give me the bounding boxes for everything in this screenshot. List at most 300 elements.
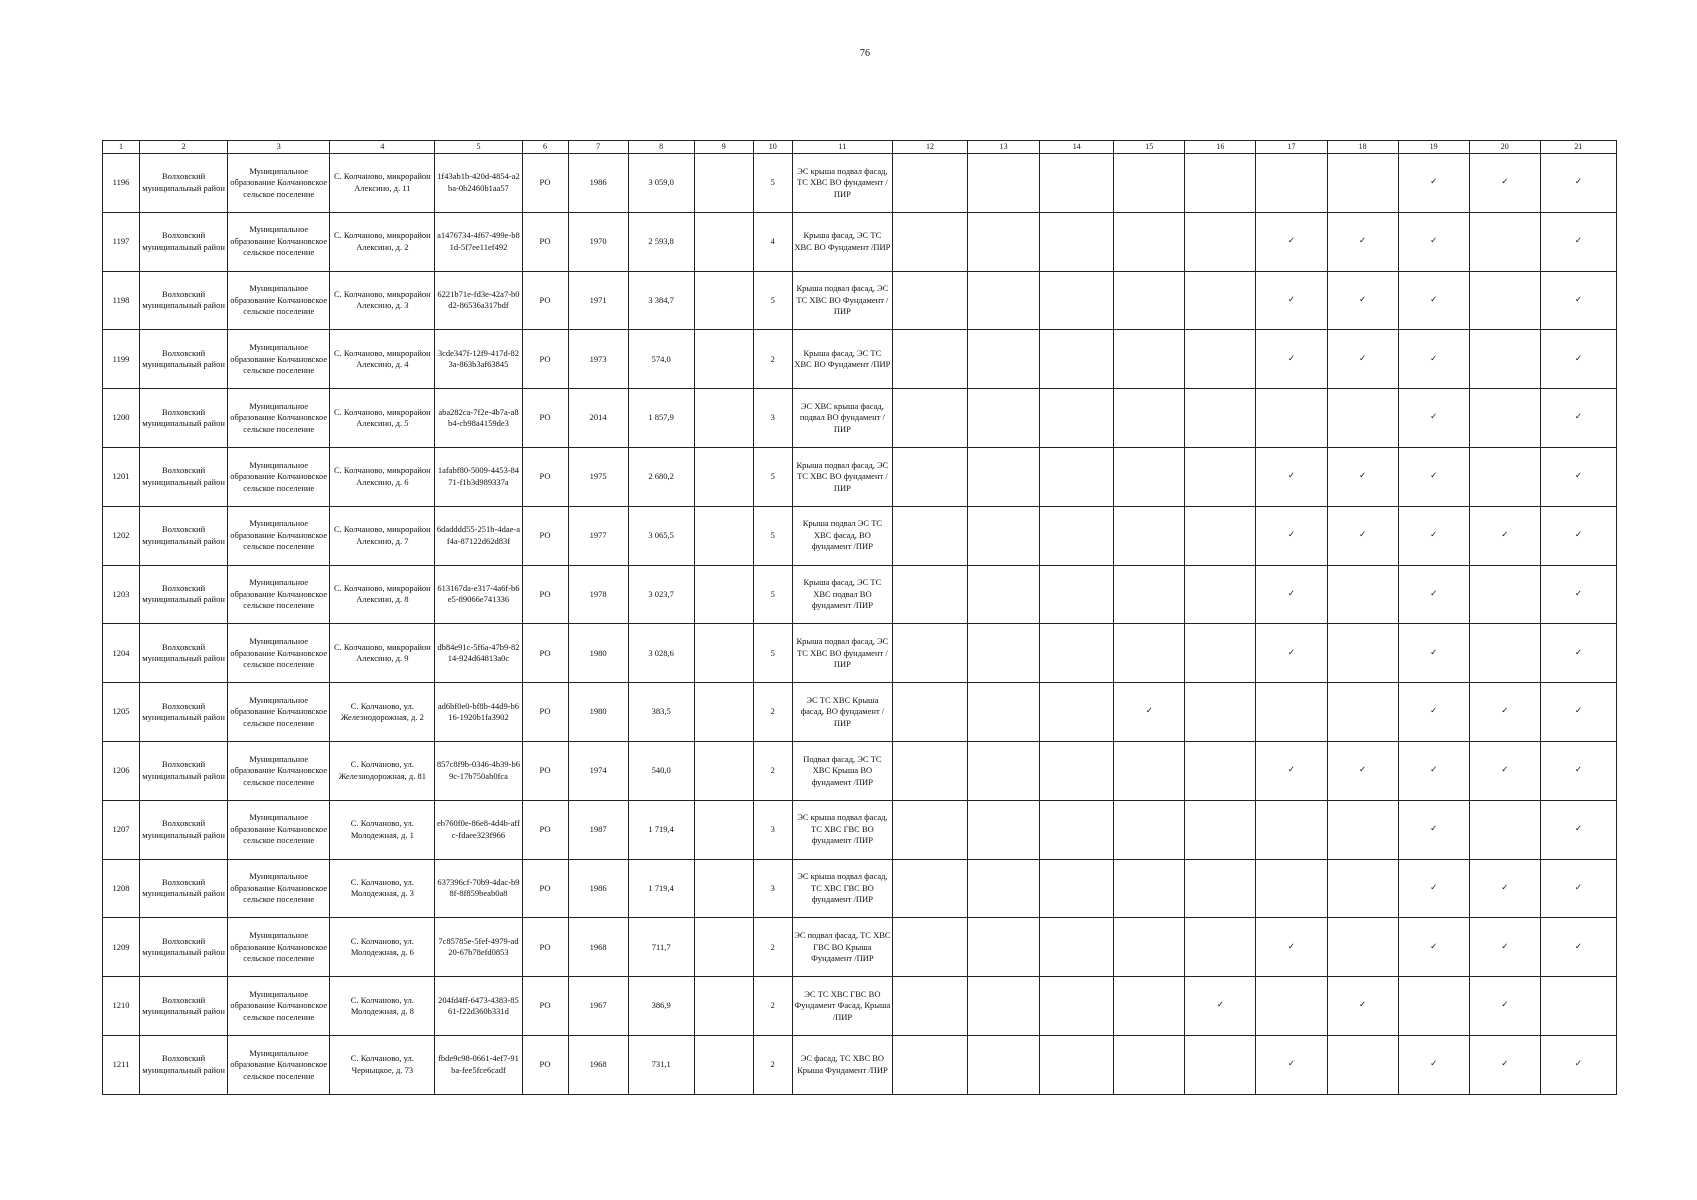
building-id-cell: 3cde347f-12f9-417d-823a-863b3af63845: [435, 330, 522, 389]
address-cell: С. Колчаново, микрорайон Алексино, д. 3: [330, 271, 435, 330]
table-row: [103, 212, 1617, 271]
year-cell: 1970: [568, 212, 628, 271]
work-column-15-cell: [1114, 565, 1185, 624]
check-mark-icon: ✓: [1256, 506, 1327, 565]
row-number-cell: 1210: [103, 977, 140, 1036]
work-column-15-cell: [1114, 800, 1185, 859]
district-cell: Волховский муниципальный район: [140, 212, 228, 271]
work-column-12-cell: [892, 565, 967, 624]
work-column-16-cell: [1185, 447, 1256, 506]
column-number-18: 18: [1327, 141, 1398, 154]
check-mark-icon: ✓: [1469, 683, 1540, 742]
column-number-16: 16: [1185, 141, 1256, 154]
building-id-cell: fbde9c98-0661-4ef7-91ba-fee5fce6cadf: [435, 1035, 522, 1094]
year-cell: 1986: [568, 154, 628, 213]
work-column-21-cell: [1540, 977, 1616, 1036]
column-number-14: 14: [1040, 141, 1114, 154]
floors-cell: 3: [753, 859, 792, 918]
year-cell: 1971: [568, 271, 628, 330]
check-mark-icon: ✓: [1540, 741, 1616, 800]
table-row: [103, 800, 1617, 859]
column-number-4: 4: [330, 141, 435, 154]
column-9-cell: [694, 565, 753, 624]
works-cell: Крыша фасад, ЭС ТС ХВС ВО Фундамент /ПИР: [792, 330, 892, 389]
municipality-cell: Муниципальное образование Колчановское сельское поселение: [228, 918, 330, 977]
address-cell: С. Колчаново, микрорайон Алексино, д. 11: [330, 154, 435, 213]
header-row: [103, 141, 1617, 154]
table-row: [103, 154, 1617, 213]
works-cell: ЭС крыша подвал фасад, ТС ХВС ВО фундамент /ПИР: [792, 154, 892, 213]
check-mark-icon: ✓: [1256, 741, 1327, 800]
work-column-16-cell: [1185, 506, 1256, 565]
work-column-20-cell: [1469, 271, 1540, 330]
work-column-14-cell: [1040, 918, 1114, 977]
check-mark-icon: ✓: [1540, 271, 1616, 330]
ownership-cell: РО: [522, 565, 568, 624]
floors-cell: 5: [753, 624, 792, 683]
district-cell: Волховский муниципальный район: [140, 1035, 228, 1094]
row-number-cell: 1201: [103, 447, 140, 506]
column-9-cell: [694, 741, 753, 800]
work-column-14-cell: [1040, 506, 1114, 565]
check-mark-icon: ✓: [1540, 859, 1616, 918]
year-cell: 1987: [568, 800, 628, 859]
floors-cell: 5: [753, 447, 792, 506]
work-column-12-cell: [892, 859, 967, 918]
work-column-16-cell: [1185, 565, 1256, 624]
work-column-14-cell: [1040, 212, 1114, 271]
works-cell: ЭС подвал фасад, ТС ХВС ГВС ВО Крыша Фундамент /ПИР: [792, 918, 892, 977]
row-number-cell: 1211: [103, 1035, 140, 1094]
municipality-cell: Муниципальное образование Колчановское сельское поселение: [228, 977, 330, 1036]
check-mark-icon: ✓: [1327, 977, 1398, 1036]
column-number-20: 20: [1469, 141, 1540, 154]
district-cell: Волховский муниципальный район: [140, 330, 228, 389]
column-9-cell: [694, 212, 753, 271]
row-number-cell: 1204: [103, 624, 140, 683]
ownership-cell: РО: [522, 1035, 568, 1094]
table-row: [103, 565, 1617, 624]
work-column-14-cell: [1040, 1035, 1114, 1094]
building-id-cell: 1f43ab1b-420d-4854-a2ba-0b2460b1aa57: [435, 154, 522, 213]
work-column-14-cell: [1040, 624, 1114, 683]
column-9-cell: [694, 918, 753, 977]
row-number-cell: 1209: [103, 918, 140, 977]
year-cell: 1978: [568, 565, 628, 624]
work-column-16-cell: [1185, 271, 1256, 330]
work-column-13-cell: [968, 800, 1040, 859]
table-row: [103, 624, 1617, 683]
works-cell: Крыша подвал фасад, ЭС ТС ХВС ВО фундамент /ПИР: [792, 624, 892, 683]
district-cell: Волховский муниципальный район: [140, 741, 228, 800]
district-cell: Волховский муниципальный район: [140, 271, 228, 330]
check-mark-icon: ✓: [1185, 977, 1256, 1036]
work-column-13-cell: [968, 565, 1040, 624]
work-column-13-cell: [968, 859, 1040, 918]
column-number-15: 15: [1114, 141, 1185, 154]
floors-cell: 2: [753, 330, 792, 389]
district-cell: Волховский муниципальный район: [140, 624, 228, 683]
check-mark-icon: ✓: [1540, 212, 1616, 271]
check-mark-icon: ✓: [1398, 506, 1469, 565]
check-mark-icon: ✓: [1540, 330, 1616, 389]
work-column-12-cell: [892, 977, 967, 1036]
row-number-cell: 1198: [103, 271, 140, 330]
check-mark-icon: ✓: [1398, 1035, 1469, 1094]
municipality-cell: Муниципальное образование Колчановское сельское поселение: [228, 565, 330, 624]
column-number-2: 2: [140, 141, 228, 154]
work-column-12-cell: [892, 683, 967, 742]
work-column-16-cell: [1185, 918, 1256, 977]
check-mark-icon: ✓: [1327, 741, 1398, 800]
building-id-cell: 7c85785e-5fef-4979-ad20-67b78efd0853: [435, 918, 522, 977]
column-number-8: 8: [628, 141, 694, 154]
work-column-14-cell: [1040, 565, 1114, 624]
area-cell: 3 023,7: [628, 565, 694, 624]
check-mark-icon: ✓: [1469, 918, 1540, 977]
municipality-cell: Муниципальное образование Колчановское сельское поселение: [228, 447, 330, 506]
ownership-cell: РО: [522, 154, 568, 213]
works-cell: Подвал фасад, ЭС ТС ХВС Крыша ВО фундамент /ПИР: [792, 741, 892, 800]
year-cell: 1973: [568, 330, 628, 389]
work-column-13-cell: [968, 624, 1040, 683]
check-mark-icon: ✓: [1540, 506, 1616, 565]
area-cell: 1 719,4: [628, 800, 694, 859]
work-column-16-cell: [1185, 683, 1256, 742]
work-column-12-cell: [892, 918, 967, 977]
building-id-cell: 204fd4ff-6473-4383-8561-f22d360b331d: [435, 977, 522, 1036]
work-column-13-cell: [968, 447, 1040, 506]
work-column-14-cell: [1040, 800, 1114, 859]
column-number-19: 19: [1398, 141, 1469, 154]
column-9-cell: [694, 330, 753, 389]
row-number-cell: 1205: [103, 683, 140, 742]
district-cell: Волховский муниципальный район: [140, 447, 228, 506]
address-cell: С. Колчаново, ул. Железнодорожная, д. 81: [330, 741, 435, 800]
year-cell: 1967: [568, 977, 628, 1036]
building-id-cell: 637396cf-70b9-4dac-b98f-8f859beab0a8: [435, 859, 522, 918]
floors-cell: 2: [753, 1035, 792, 1094]
check-mark-icon: ✓: [1398, 741, 1469, 800]
work-column-17-cell: [1256, 800, 1327, 859]
building-id-cell: aba282ca-7f2e-4b7a-a8b4-cb98a4159de3: [435, 389, 522, 448]
area-cell: 3 384,7: [628, 271, 694, 330]
ownership-cell: РО: [522, 447, 568, 506]
area-cell: 1 719,4: [628, 859, 694, 918]
area-cell: 2 680,2: [628, 447, 694, 506]
ownership-cell: РО: [522, 859, 568, 918]
floors-cell: 2: [753, 741, 792, 800]
table-row: [103, 506, 1617, 565]
work-column-14-cell: [1040, 447, 1114, 506]
year-cell: 1986: [568, 859, 628, 918]
check-mark-icon: ✓: [1114, 683, 1185, 742]
work-column-14-cell: [1040, 741, 1114, 800]
work-column-16-cell: [1185, 389, 1256, 448]
work-column-16-cell: [1185, 1035, 1256, 1094]
municipality-cell: Муниципальное образование Колчановское сельское поселение: [228, 389, 330, 448]
column-number-17: 17: [1256, 141, 1327, 154]
work-column-15-cell: [1114, 977, 1185, 1036]
row-number-cell: 1197: [103, 212, 140, 271]
work-column-12-cell: [892, 447, 967, 506]
row-number-cell: 1200: [103, 389, 140, 448]
work-column-12-cell: [892, 1035, 967, 1094]
floors-cell: 4: [753, 212, 792, 271]
year-cell: 1975: [568, 447, 628, 506]
floors-cell: 5: [753, 506, 792, 565]
municipality-cell: Муниципальное образование Колчановское сельское поселение: [228, 506, 330, 565]
work-column-15-cell: [1114, 389, 1185, 448]
check-mark-icon: ✓: [1540, 447, 1616, 506]
work-column-18-cell: [1327, 624, 1398, 683]
district-cell: Волховский муниципальный район: [140, 506, 228, 565]
municipality-cell: Муниципальное образование Колчановское сельское поселение: [228, 800, 330, 859]
district-cell: Волховский муниципальный район: [140, 565, 228, 624]
column-number-11: 11: [792, 141, 892, 154]
work-column-17-cell: [1256, 977, 1327, 1036]
building-id-cell: db84e91c-5f6a-47b9-8214-924d64813a0c: [435, 624, 522, 683]
year-cell: 1980: [568, 683, 628, 742]
column-9-cell: [694, 977, 753, 1036]
work-column-16-cell: [1185, 741, 1256, 800]
table-row: [103, 918, 1617, 977]
check-mark-icon: ✓: [1398, 330, 1469, 389]
check-mark-icon: ✓: [1398, 859, 1469, 918]
table-row: [103, 330, 1617, 389]
work-column-12-cell: [892, 212, 967, 271]
check-mark-icon: ✓: [1540, 800, 1616, 859]
district-cell: Волховский муниципальный район: [140, 859, 228, 918]
area-cell: 574,0: [628, 330, 694, 389]
work-column-13-cell: [968, 1035, 1040, 1094]
district-cell: Волховский муниципальный район: [140, 977, 228, 1036]
municipality-cell: Муниципальное образование Колчановское сельское поселение: [228, 683, 330, 742]
check-mark-icon: ✓: [1540, 683, 1616, 742]
check-mark-icon: ✓: [1469, 859, 1540, 918]
municipality-cell: Муниципальное образование Колчановское сельское поселение: [228, 271, 330, 330]
row-number-cell: 1206: [103, 741, 140, 800]
work-column-15-cell: [1114, 330, 1185, 389]
district-cell: Волховский муниципальный район: [140, 683, 228, 742]
column-number-7: 7: [568, 141, 628, 154]
column-number-21: 21: [1540, 141, 1616, 154]
check-mark-icon: ✓: [1540, 624, 1616, 683]
work-column-12-cell: [892, 271, 967, 330]
works-cell: Крыша подвал фасад, ЭС ТС ХВС ВО фундамент /ПИР: [792, 447, 892, 506]
works-cell: ЭС фасад, ТС ХВС ВО Крыша Фундамент /ПИР: [792, 1035, 892, 1094]
floors-cell: 2: [753, 918, 792, 977]
check-mark-icon: ✓: [1398, 683, 1469, 742]
row-number-cell: 1196: [103, 154, 140, 213]
address-cell: С. Колчаново, ул. Молодежная, д. 3: [330, 859, 435, 918]
work-column-15-cell: [1114, 1035, 1185, 1094]
work-column-13-cell: [968, 330, 1040, 389]
check-mark-icon: ✓: [1398, 271, 1469, 330]
ownership-cell: РО: [522, 624, 568, 683]
address-cell: С. Колчаново, микрорайон Алексино, д. 6: [330, 447, 435, 506]
work-column-20-cell: [1469, 389, 1540, 448]
address-cell: С. Колчаново, ул. Черныцкое, д. 73: [330, 1035, 435, 1094]
address-cell: С. Колчаново, микрорайон Алексино, д. 9: [330, 624, 435, 683]
year-cell: 1977: [568, 506, 628, 565]
works-cell: Крыша подвал фасад, ЭС ТС ХВС ВО Фундамент /ПИР: [792, 271, 892, 330]
check-mark-icon: ✓: [1398, 565, 1469, 624]
work-column-15-cell: [1114, 271, 1185, 330]
municipality-cell: Муниципальное образование Колчановское сельское поселение: [228, 859, 330, 918]
table-row: [103, 1035, 1617, 1094]
check-mark-icon: ✓: [1469, 1035, 1540, 1094]
floors-cell: 5: [753, 154, 792, 213]
ownership-cell: РО: [522, 918, 568, 977]
floors-cell: 5: [753, 565, 792, 624]
work-column-13-cell: [968, 977, 1040, 1036]
table-row: [103, 271, 1617, 330]
check-mark-icon: ✓: [1256, 1035, 1327, 1094]
table-row: [103, 741, 1617, 800]
check-mark-icon: ✓: [1327, 506, 1398, 565]
column-number-header: [103, 141, 1617, 154]
check-mark-icon: ✓: [1540, 389, 1616, 448]
ownership-cell: РО: [522, 389, 568, 448]
district-cell: Волховский муниципальный район: [140, 918, 228, 977]
check-mark-icon: ✓: [1256, 271, 1327, 330]
check-mark-icon: ✓: [1398, 624, 1469, 683]
address-cell: С. Колчаново, микрорайон Алексино, д. 8: [330, 565, 435, 624]
works-cell: ЭС ТС ХВС Крыша фасад, ВО фундамент /ПИР: [792, 683, 892, 742]
work-column-14-cell: [1040, 271, 1114, 330]
check-mark-icon: ✓: [1256, 624, 1327, 683]
table-row: [103, 977, 1617, 1036]
address-cell: С. Колчаново, ул. Молодежная, д. 6: [330, 918, 435, 977]
work-column-16-cell: [1185, 624, 1256, 683]
year-cell: 1968: [568, 1035, 628, 1094]
check-mark-icon: ✓: [1327, 447, 1398, 506]
building-id-cell: 6221b71e-fd3e-42a7-b0d2-86536a317bdf: [435, 271, 522, 330]
works-cell: ЭС ХВС крыша фасад, подвал ВО фундамент /ПИР: [792, 389, 892, 448]
check-mark-icon: ✓: [1256, 330, 1327, 389]
area-cell: 3 028,6: [628, 624, 694, 683]
work-column-14-cell: [1040, 977, 1114, 1036]
column-9-cell: [694, 859, 753, 918]
works-cell: ЭС ТС ХВС ГВС ВО Фундамент Фасад, Крыша /ПИР: [792, 977, 892, 1036]
work-column-14-cell: [1040, 154, 1114, 213]
work-column-20-cell: [1469, 330, 1540, 389]
work-column-13-cell: [968, 683, 1040, 742]
work-column-12-cell: [892, 624, 967, 683]
table-row: [103, 859, 1617, 918]
check-mark-icon: ✓: [1540, 1035, 1616, 1094]
work-column-17-cell: [1256, 389, 1327, 448]
work-column-17-cell: [1256, 154, 1327, 213]
check-mark-icon: ✓: [1469, 977, 1540, 1036]
check-mark-icon: ✓: [1398, 447, 1469, 506]
work-column-16-cell: [1185, 330, 1256, 389]
work-column-16-cell: [1185, 859, 1256, 918]
ownership-cell: РО: [522, 977, 568, 1036]
work-column-18-cell: [1327, 918, 1398, 977]
address-cell: С. Колчаново, ул. Молодежная, д. 1: [330, 800, 435, 859]
ownership-cell: РО: [522, 212, 568, 271]
area-cell: 2 593,8: [628, 212, 694, 271]
works-cell: Крыша подвал ЭС ТС ХВС фасад, ВО фундамент /ПИР: [792, 506, 892, 565]
column-9-cell: [694, 506, 753, 565]
work-column-20-cell: [1469, 212, 1540, 271]
area-cell: 3 059,0: [628, 154, 694, 213]
floors-cell: 5: [753, 271, 792, 330]
district-cell: Волховский муниципальный район: [140, 389, 228, 448]
column-number-1: 1: [103, 141, 140, 154]
column-number-9: 9: [694, 141, 753, 154]
column-9-cell: [694, 271, 753, 330]
check-mark-icon: ✓: [1469, 154, 1540, 213]
row-number-cell: 1199: [103, 330, 140, 389]
work-column-18-cell: [1327, 859, 1398, 918]
area-cell: 3 065,5: [628, 506, 694, 565]
work-column-15-cell: [1114, 212, 1185, 271]
ownership-cell: РО: [522, 330, 568, 389]
work-column-14-cell: [1040, 859, 1114, 918]
table-row: [103, 683, 1617, 742]
floors-cell: 3: [753, 389, 792, 448]
column-9-cell: [694, 154, 753, 213]
check-mark-icon: ✓: [1398, 212, 1469, 271]
work-column-17-cell: [1256, 683, 1327, 742]
column-9-cell: [694, 389, 753, 448]
floors-cell: 3: [753, 800, 792, 859]
work-column-20-cell: [1469, 565, 1540, 624]
work-column-13-cell: [968, 389, 1040, 448]
work-column-18-cell: [1327, 800, 1398, 859]
check-mark-icon: ✓: [1469, 741, 1540, 800]
check-mark-icon: ✓: [1398, 918, 1469, 977]
work-column-13-cell: [968, 271, 1040, 330]
ownership-cell: РО: [522, 271, 568, 330]
ownership-cell: РО: [522, 800, 568, 859]
ownership-cell: РО: [522, 683, 568, 742]
work-column-13-cell: [968, 154, 1040, 213]
check-mark-icon: ✓: [1469, 506, 1540, 565]
work-column-16-cell: [1185, 154, 1256, 213]
work-column-12-cell: [892, 800, 967, 859]
work-column-13-cell: [968, 212, 1040, 271]
row-number-cell: 1202: [103, 506, 140, 565]
column-9-cell: [694, 1035, 753, 1094]
column-9-cell: [694, 800, 753, 859]
work-column-12-cell: [892, 741, 967, 800]
area-cell: 1 857,9: [628, 389, 694, 448]
table-row: [103, 447, 1617, 506]
building-id-cell: 613167da-e317-4a6f-b6e5-89066e741336: [435, 565, 522, 624]
municipality-cell: Муниципальное образование Колчановское сельское поселение: [228, 330, 330, 389]
work-column-17-cell: [1256, 859, 1327, 918]
work-column-18-cell: [1327, 565, 1398, 624]
column-number-6: 6: [522, 141, 568, 154]
building-id-cell: 1afabf80-5009-4453-8471-f1b3d989337a: [435, 447, 522, 506]
work-column-20-cell: [1469, 447, 1540, 506]
work-column-15-cell: [1114, 918, 1185, 977]
address-cell: С. Колчаново, микрорайон Алексино, д. 2: [330, 212, 435, 271]
address-cell: С. Колчаново, микрорайон Алексино, д. 7: [330, 506, 435, 565]
works-cell: Крыша фасад, ЭС ТС ХВС подвал ВО фундамент /ПИР: [792, 565, 892, 624]
year-cell: 1968: [568, 918, 628, 977]
area-cell: 540,0: [628, 741, 694, 800]
check-mark-icon: ✓: [1256, 212, 1327, 271]
area-cell: 383,5: [628, 683, 694, 742]
district-cell: Волховский муниципальный район: [140, 800, 228, 859]
work-column-15-cell: [1114, 859, 1185, 918]
work-column-12-cell: [892, 389, 967, 448]
